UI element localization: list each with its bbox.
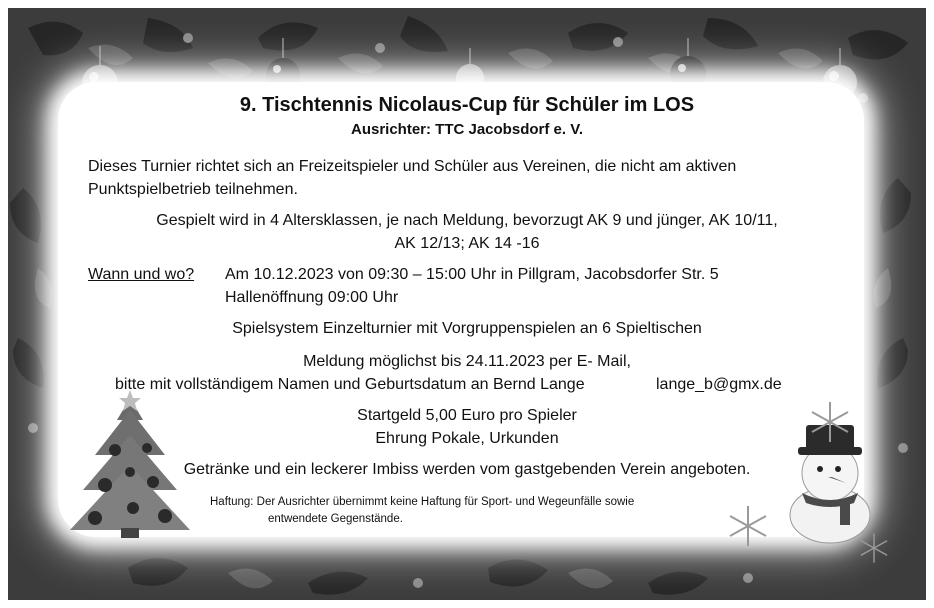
flyer-title: 9. Tischtennis Nicolaus-Cup für Schüler im LOS xyxy=(239,94,695,116)
snowflake-icon xyxy=(858,532,890,564)
fee-line-1: Startgeld 5,00 Euro pro Spieler xyxy=(357,407,577,424)
age-classes-line-2: AK 12/13; AK 14 -16 xyxy=(394,235,540,252)
game-system-text: Spielsystem Einzelturnier mit Vorgruppenspielen an 6 Spieltischen xyxy=(232,320,702,337)
fee-line-2: Ehrung Pokale, Urkunden xyxy=(375,430,559,447)
when-where-line-2: Hallenöffnung 09:00 Uhr xyxy=(225,289,399,306)
catering-text: Getränke und ein leckerer Imbiss werden vom gastgebenden Verein angeboten. xyxy=(183,461,751,478)
when-where-line-1: Am 10.12.2023 von 09:30 – 15:00 Uhr in Pillgram, Jacobsdorfer Str. 5 xyxy=(225,266,719,283)
age-classes-line-1: Gespielt wird in 4 Altersklassen, je nach Meldung, bevorzugt AK 9 und jünger, AK 10/11, xyxy=(156,212,778,229)
organizer-subtitle: Ausrichter: TTC Jacobsdorf e. V. xyxy=(350,121,583,138)
liability-line-2: entwendete Gegenstände. xyxy=(268,513,403,525)
when-where-label: Wann und wo? xyxy=(88,266,195,283)
snowflake-icon xyxy=(726,504,770,548)
intro-line-2: Punktspielbetrieb teilnehmen. xyxy=(88,181,298,198)
liability-line-1: Haftung: Der Ausrichter übernimmt keine Haftung für Sport- und Wegeunfälle sowie xyxy=(210,496,635,508)
intro-line-1: Dieses Turnier richtet sich an Freizeitspieler und Schüler aus Vereinen, die nicht am aktiven xyxy=(88,158,737,175)
registration-line-2: bitte mit vollständigem Namen und Geburtsdatum an Bernd Lange xyxy=(115,376,585,393)
registration-line-1: Meldung möglichst bis 24.11.2023 per E- Mail, xyxy=(303,353,631,370)
registration-email: lange_b@gmx.de xyxy=(656,376,782,393)
